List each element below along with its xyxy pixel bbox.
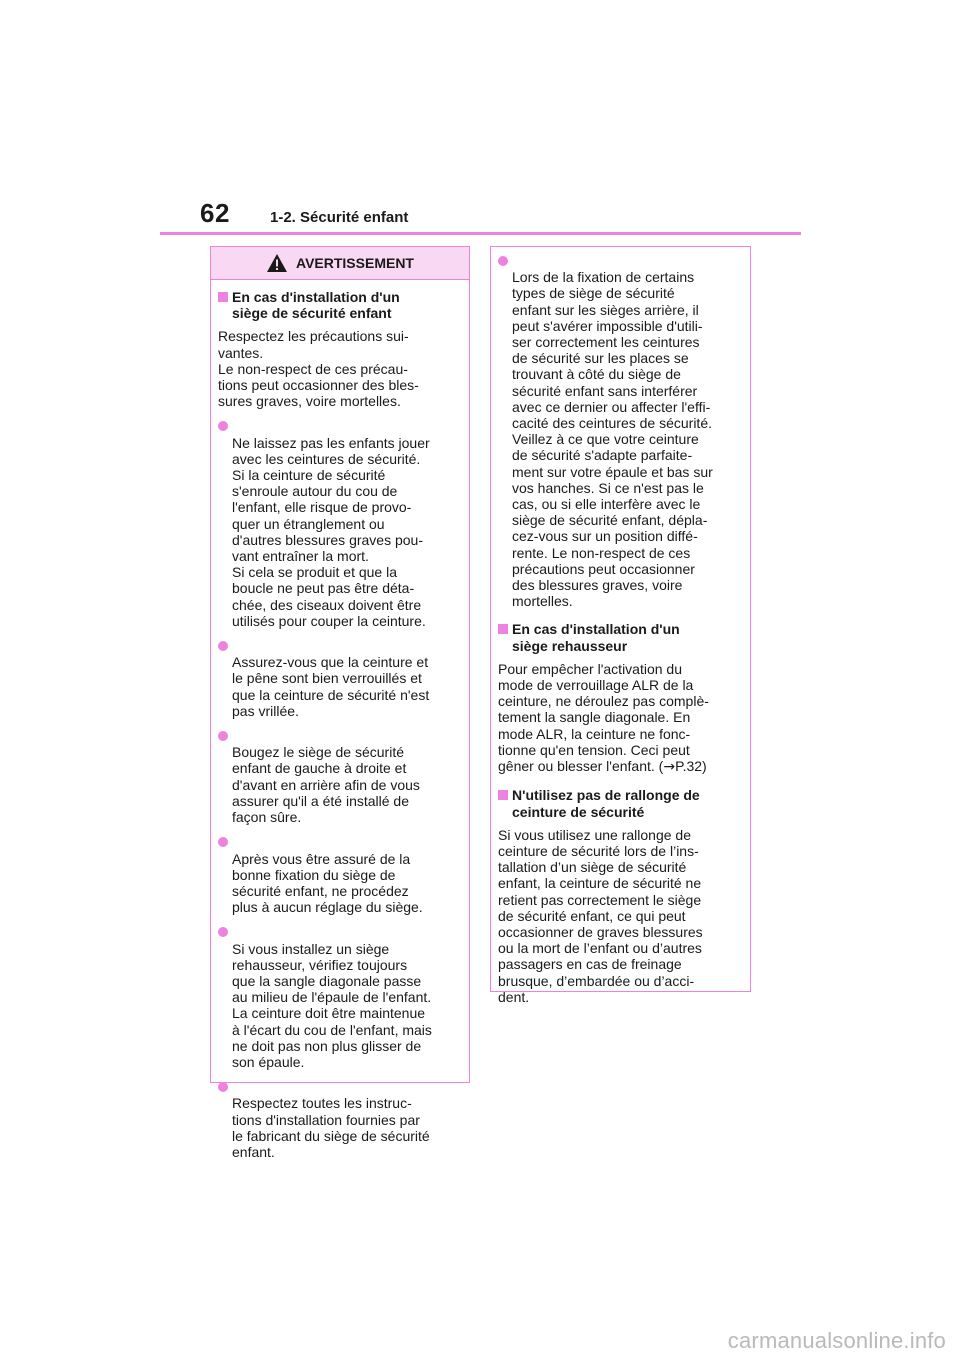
section-title: 1-2. Sécurité enfant [270,209,409,226]
round-bullet-icon [218,837,228,847]
extender-heading: N'utilisez pas de rallonge de ceinture de sécurité [498,787,743,819]
list-item: Assurez-vous que la ceinture et le pêne sont bien verrouillés et que la ceinture de sécurité n'est pas vrillée. [218,638,462,719]
page-number: 62 [200,198,230,228]
watermark: carmanualsonline.info [727,1328,946,1353]
round-bullet-icon [218,731,228,741]
square-bullet-icon [218,292,228,302]
booster-seat-text: Pour empêcher l'activation du mode de verrouillage ALR de la ceinture, ne déroulez pas complè- tement la sangle diagonale. En mode ALR, la ceinture ne fonc- tionne qu'en tension. Ceci peut gêner ou blesser l'enfant. (→P.32) [498,660,709,776]
arrow-right-icon: → [663,759,676,776]
warning-header [211,247,469,280]
page-reference-link[interactable]: P.32) [675,758,707,775]
list-item: Lors de la fixation de certains types de siège de sécurité enfant sur les sièges arrière, il peut s'avérer impossible d'utili- ser correctement les ceintures de sécurité sur les places se trouvant à côté du siège de sécurité enfant sans interférer avec ce dernier ou affecter l'effi- cacité des ceintures de sécurité. Veillez à ce que votre ceinture de sécurité s'adapte parfaite- ment sur votre épaule et bas sur vos hanches. Si ce n'est pas le cas, ou si elle interfère avec le siège de sécurité enfant, dépla- cez-vous sur un position diffé- rente. Le non-respect de ces précautions peut occasionner des blessures graves, voire mortelles. [498,253,743,609]
list-item: Ne laissez pas les enfants jouer avec les ceintures de sécurité. Si la ceinture de sécurité s'enroule autour du cou de l'enfant, elle risque de provo- quer un étranglement ou d'autres blessures graves pou- vant entraîner la mort. Si cela se produit et que la boucle ne peut pas être déta- chée, des ciseaux doivent être utilisés pour couper la ceinture. [218,418,462,629]
warning-triangle-icon [266,253,288,273]
round-bullet-icon [218,641,228,651]
header-rule [160,232,801,235]
list-item: Après vous être assuré de la bonne fixation du siège de sécurité enfant, ne procédez plus à aucun réglage du siège. [218,834,462,915]
child-seat-heading: En cas d'installation d'un siège de sécurité enfant [218,289,462,321]
warning-box-left [210,246,470,1160]
child-seat-intro: Respectez les précautions sui- vantes. Le non-respect de ces précau- tions peut occasionner des bles- sures graves, voire mortelles. [218,328,419,410]
list-item: Bougez le siège de sécurité enfant de gauche à droite et d'avant en arrière afin de vous assurer qu'il a été installé de façon sûre. [218,728,462,825]
list-item: Si vous installez un siège rehausseur, vérifiez toujours que la sangle diagonale passe au milieu de l'épaule de l'enfant. La ceinture doit être maintenue à l'écart du cou de l'enfant, mais ne doit pas non plus glisser de son épaule. [218,924,462,1070]
round-bullet-icon [218,1082,228,1092]
booster-seat-heading: En cas d'installation d'un siège rehausseur [498,621,743,653]
square-bullet-icon [498,790,508,800]
warning-label: AVERTISSEMENT [296,255,414,271]
round-bullet-icon [498,256,508,266]
square-bullet-icon [498,624,508,634]
list-item: Respectez toutes les instruc- tions d'installation fournies par le fabricant du siège de sécurité enfant. [218,1079,462,1160]
warning-box-right [490,246,751,1005]
round-bullet-icon [218,421,228,431]
extender-text: Si vous utilisez une rallonge de ceinture de sécurité lors de l’ins- tallation d’un siège de sécurité enfant, la ceinture de sécurité ne retient pas correctement le siège de sécurité enfant, ce qui peut occasionner de graves blessures ou la mort de l’enfant ou d’autres passagers en cas de freinage brusque, d’embardée ou d’acci- dent. [498,826,703,1005]
round-bullet-icon [218,927,228,937]
